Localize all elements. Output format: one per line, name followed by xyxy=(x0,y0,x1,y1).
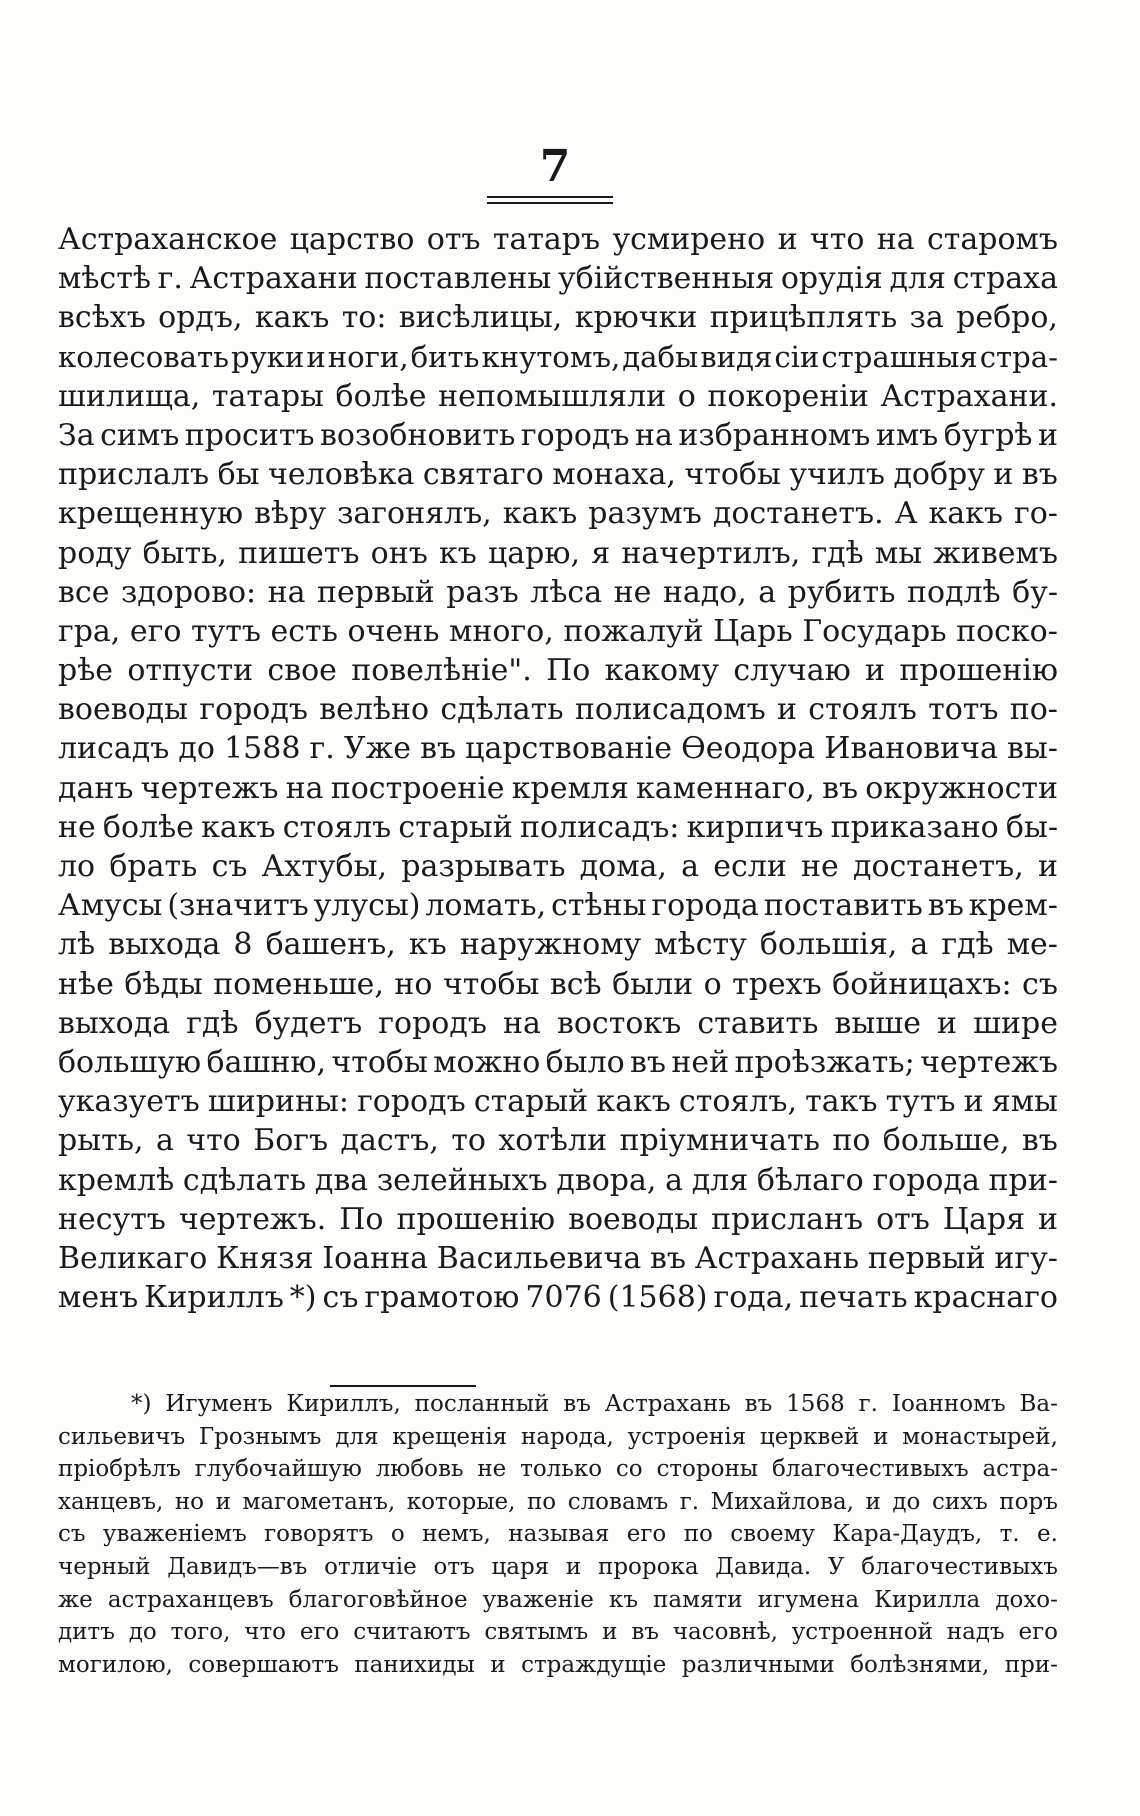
text-line: кремлѣ сдѣлать два зелейныхъ двора, а для бѣлаго города при- xyxy=(58,1162,1058,1198)
text-line: крещенную вѣру загонялъ, какъ разумъ достанетъ. А какъ го- xyxy=(58,496,1058,532)
text-line: лисадъ до 1588 г. Уже въ царствованіе Ѳеодора Ивановича вы- xyxy=(58,731,1058,767)
text-line: прислалъ бы человѣка святаго монаха, чтобы училъ добру и въ xyxy=(58,457,1058,493)
text-line: рѣе отпусти свое повелѣніе". По какому случаю и прошенію xyxy=(58,653,1058,689)
footnote-line: *) Игуменъ Кириллъ, посланный въ Астрахань въ 1568 г. Іоанномъ Ва- xyxy=(131,1391,1058,1417)
footnote-line: черный Давидъ—въ отличіе отъ царя и пророка Давида. У благочестивыхъ xyxy=(58,1553,1058,1580)
footnote-line: пріобрѣлъ глубочайшую любовь не только со стороны благочестивыхъ астра- xyxy=(58,1456,1058,1483)
text-line: все здорово: на первый разъ лѣса не надо, а рубить подлѣ бу- xyxy=(58,574,1058,610)
text-line: Астраханское царство отъ татаръ усмирено и что на старомъ xyxy=(58,222,1058,257)
text-line: выхода гдѣ будетъ городъ на востокъ ставить выше и шире xyxy=(58,1005,1058,1041)
footnote-line: же астраханцевъ благоговѣйное уваженіе къ памяти игумена Кирилла дохо- xyxy=(58,1586,1058,1613)
footnote-line: сильевичъ Грознымъ для крещенія народа, устроенія церквей и монастырей, xyxy=(58,1423,1058,1450)
text-line: мѣстѣ г. Астрахани поставлены убійственныя орудія для страха xyxy=(58,261,1058,297)
text-line: рыть, а что Богъ дастъ, то хотѣли пріумничать по больше, въ xyxy=(58,1123,1058,1159)
page-number: 7 xyxy=(539,141,571,192)
text-line: шилища, татары болѣе непомышляли о покореніи Астрахани. xyxy=(58,378,1058,414)
footnote-line: могилою, совершаютъ панихиды и страждущіе различными болѣзнями, при- xyxy=(58,1651,1058,1678)
text-line: данъ чертежъ на построеніе кремля каменнаго, въ окружности xyxy=(58,770,1058,806)
body-text xyxy=(58,220,1058,1317)
text-line: несутъ чертежъ. По прошенію воеводы присланъ отъ Царя и xyxy=(58,1201,1058,1237)
text-line: менъ Кириллъ *) съ грамотою 7076 (1568) года, печать краснаго xyxy=(58,1280,1058,1316)
footnote-line: дитъ до того, что его считаютъ святымъ и въ часовнѣ, устроенной надъ его xyxy=(58,1619,1058,1646)
text-line: гра, его тутъ есть очень много, пожалуй Царь Государь поско- xyxy=(58,613,1058,649)
text-line: нѣе бѣды поменьше, но чтобы всѣ были о трехъ бойницахъ: съ xyxy=(58,966,1058,1002)
text-line: ло брать съ Ахтубы, разрывать дома, а если не достанетъ, и xyxy=(58,849,1058,884)
page-number-rule-bottom xyxy=(487,202,613,204)
footnote-line: съ уваженіемъ говорятъ о немъ, называя его по своему Кара-Даудъ, т. е. xyxy=(58,1521,1058,1548)
text-line: указуетъ ширины: городъ старый какъ стоялъ, такъ тутъ и ямы xyxy=(58,1084,1058,1120)
text-line: всѣхъ ордъ, какъ то: висѣлицы, крючки прицѣплять за ребро, xyxy=(58,300,1058,336)
page-number-rule-top xyxy=(487,196,613,198)
text-line: большую башню, чтобы можно было въ ней проѣзжать; чертежъ xyxy=(58,1044,1058,1080)
footnote-separator xyxy=(330,1385,476,1387)
text-line: колесовать руки и ноги, бить кнутомъ, дабы видя сіи страшныя стра- xyxy=(58,339,1058,374)
text-line: воеводы городъ велѣно сдѣлать полисадомъ и стоялъ тотъ по- xyxy=(58,692,1058,728)
footnote xyxy=(58,1388,1058,1681)
text-line: не болѣе какъ стоялъ старый полисадъ: кирпичъ приказано бы- xyxy=(58,809,1058,845)
text-line: роду быть, пишетъ онъ къ царю, я начертилъ, гдѣ мы живемъ xyxy=(58,535,1058,571)
footnote-line: ханцевъ, но и магометанъ, которые, по словамъ г. Михайлова, и до сихъ поръ xyxy=(58,1488,1058,1515)
text-line: Великаго Князя Іоанна Васильевича въ Астрахань первый игу- xyxy=(58,1240,1058,1276)
text-line: За симъ проситъ возобновить городъ на избранномъ имъ бугрѣ и xyxy=(58,417,1058,453)
text-line: Амусы (значитъ улусы) ломать, стѣны города поставить въ крем- xyxy=(58,888,1058,924)
text-line: лѣ выхода 8 башенъ, къ наружному мѣсту большія, а гдѣ ме- xyxy=(58,927,1058,963)
